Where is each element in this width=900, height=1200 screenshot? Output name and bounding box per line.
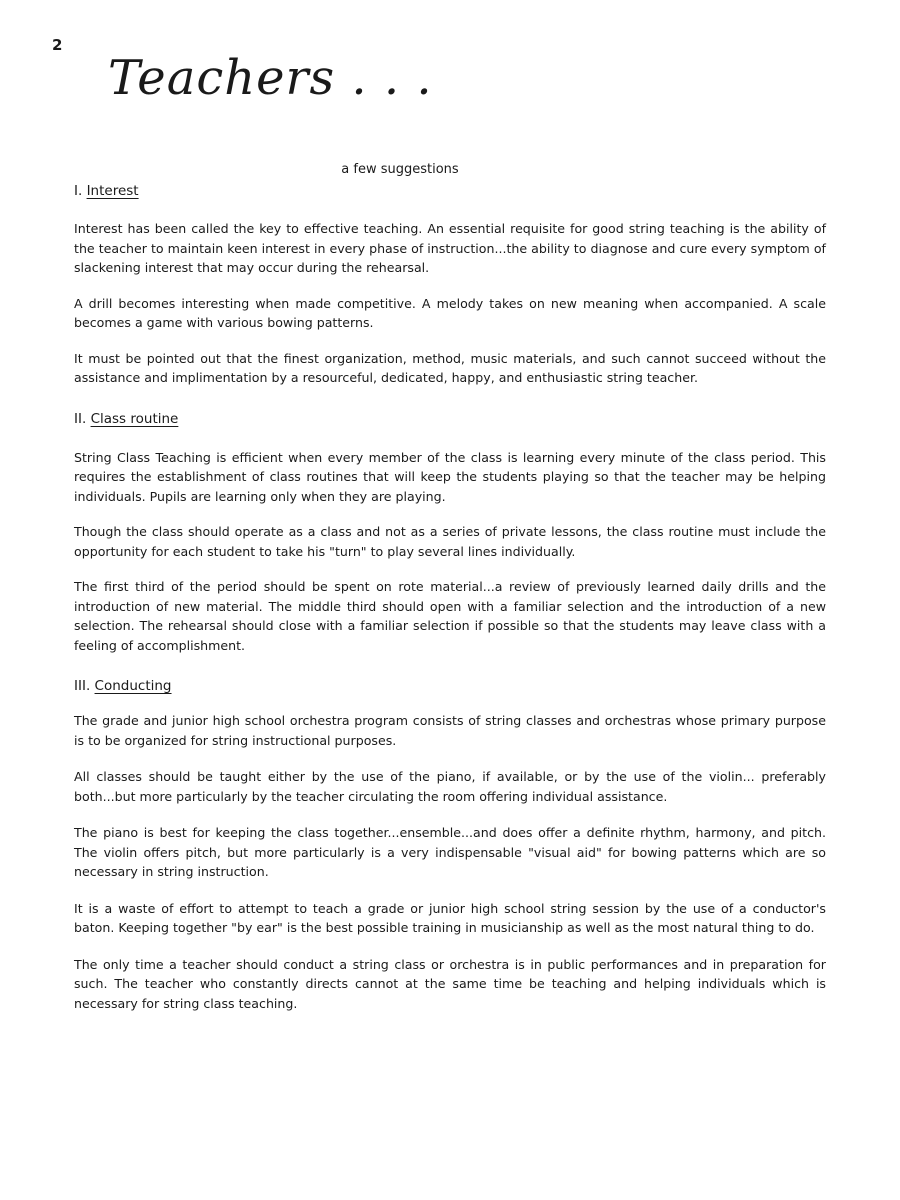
page-number: 2 (52, 36, 63, 54)
section-interest (74, 181, 826, 388)
section-numeral: III. (74, 678, 91, 694)
paragraph: The grade and junior high school orchestra program consists of string classes and orchestras whose primary purpose is to be organized for string instructional purposes. (74, 713, 826, 748)
paragraph: The piano is best for keeping the class together...ensemble...and does offer a definite rhythm, harmony, and pitch. The violin offers pitch, but more particularly is a very indispensable "visual aid" for bowing patterns which are so necessary in string instruction. (74, 825, 826, 879)
paragraph: A drill becomes interesting when made competitive. A melody takes on new meaning when accompanied. A scale becomes a game with various bowing patterns. (74, 295, 826, 330)
paragraph: Interest has been called the key to effective teaching. An essential requisite for good string teaching is the ability of the teacher to maintain keen interest in every phase of instruction...the ability to diagnose and cure every symptom of slackening interest that may occur during the rehearsal. (74, 221, 826, 275)
page-subtitle: a few suggestions (341, 162, 459, 177)
section-heading (74, 409, 826, 429)
section-heading (74, 181, 826, 201)
paragraph: It must be pointed out that the finest organization, method, music materials, and such cannot succeed without the assistance and implimentation by a resourceful, dedicated, happy, and enthusiastic string teacher. (74, 350, 826, 385)
section-class-routine (74, 409, 826, 656)
section-title: Class routine (90, 410, 179, 427)
paragraph: String Class Teaching is efficient when every member of the class is learning every minute of the class period. This requires the establishment of class routines that will keep the students playing so that the teacher may be helping individuals. Pupils are learning only when they are playing. (74, 449, 826, 504)
section-title: Conducting (94, 678, 172, 694)
section-heading (74, 676, 826, 696)
section-numeral: II. (74, 410, 87, 427)
section-title: Interest (86, 183, 139, 199)
paragraph: All classes should be taught either by the use of the piano, if available, or by the use of the violin... preferably both...but more particularly by the teacher circulating the room offering individual assistance. (74, 769, 826, 804)
paragraph: It is a waste of effort to attempt to teach a grade or junior high school string session by the use of a conductor's baton. Keeping together "by ear" is the best possible training in musicianship as well as the most natural thing to do. (74, 900, 826, 935)
document-body (74, 181, 826, 1030)
paragraph: The first third of the period should be spent on rote material...a review of previously learned daily drills and the introduction of new material. The middle third should open with a familiar selection and the introduction of a new selection. The rehearsal should close with a familiar selection if possible so that the students may leave class with a feeling of accomplishment. (74, 579, 826, 653)
paragraph: Though the class should operate as a class and not as a series of private lessons, the class routine must include the opportunity for each student to take his "turn" to play several lines individually. (74, 524, 826, 559)
section-numeral: I. (74, 183, 83, 199)
section-conducting (74, 676, 826, 1013)
page-title: Teachers . . . (108, 50, 433, 106)
paragraph: The only time a teacher should conduct a string class or orchestra is in public performances and in preparation for such. The teacher who constantly directs cannot at the same time be teaching and helping individuals which is necessary for string class teaching. (74, 956, 826, 1011)
